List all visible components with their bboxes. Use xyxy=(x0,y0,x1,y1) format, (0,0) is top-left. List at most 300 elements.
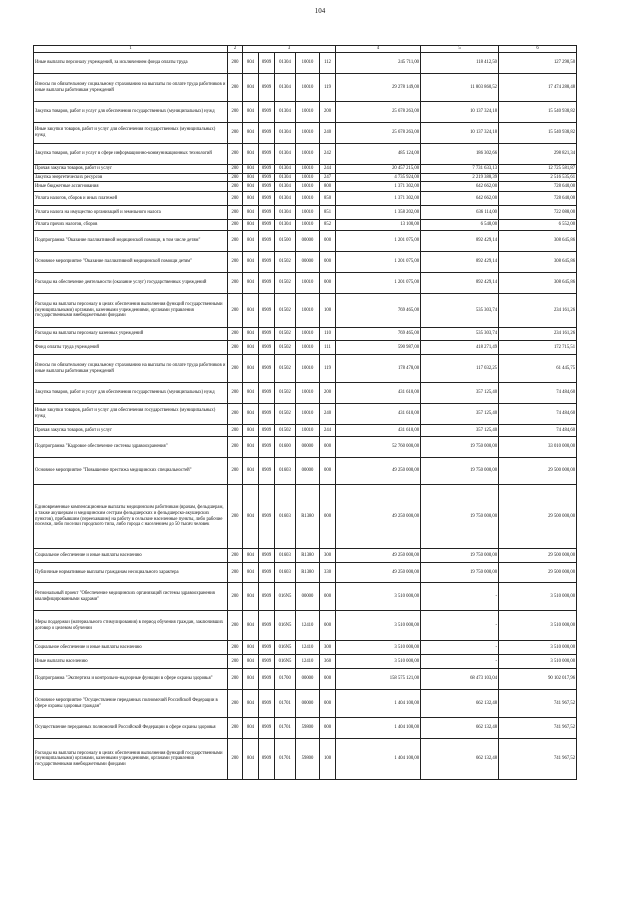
expense-type-code: 300 xyxy=(320,641,336,655)
expense-type-code: 247 xyxy=(320,174,336,182)
direction-code: 00000 xyxy=(296,231,320,252)
row-name: Основное мероприятие "Оказание паллиативной медицинской помощи детям" xyxy=(34,252,228,273)
row-name: Основное мероприятие "Повышение престижа медицинских специальностей" xyxy=(34,458,228,485)
amount-col-5: 357 125,40 xyxy=(421,425,499,437)
amount-col-5: 19 750 000,00 xyxy=(421,549,499,563)
program-code: 01304 xyxy=(275,206,296,220)
amount-col-6: 3 510 000,00 xyxy=(499,583,577,611)
admin-code: 200 xyxy=(228,231,243,252)
direction-code: 10010 xyxy=(296,53,320,74)
amount-col-4: 431 610,00 xyxy=(336,383,421,404)
direction-code: 10010 xyxy=(296,165,320,174)
amount-col-4: 20 457 215,00 xyxy=(336,165,421,174)
amount-col-4: 25 678 263,00 xyxy=(336,102,421,123)
admin-code: 200 xyxy=(228,206,243,220)
admin-code: 200 xyxy=(228,437,243,458)
section-code: 804 xyxy=(243,690,259,718)
subsection-code: 0909 xyxy=(259,123,275,144)
admin-code: 200 xyxy=(228,425,243,437)
table-row xyxy=(34,192,577,206)
section-code: 804 xyxy=(243,641,259,655)
expense-type-code: 000 xyxy=(320,718,336,739)
amount-col-4: 4 735 924,00 xyxy=(336,174,421,182)
subsection-code: 0909 xyxy=(259,74,275,102)
direction-code: 00000 xyxy=(296,690,320,718)
amount-col-5: 642 662,00 xyxy=(421,192,499,206)
program-code: 01502 xyxy=(275,328,296,341)
amount-col-4: 49 250 000,00 xyxy=(336,458,421,485)
table-row xyxy=(34,549,577,563)
subsection-code: 0909 xyxy=(259,206,275,220)
table-row xyxy=(34,165,577,174)
amount-col-6: 741 967,52 xyxy=(499,739,577,780)
subsection-code: 0909 xyxy=(259,641,275,655)
amount-col-4: 1 201 075,00 xyxy=(336,252,421,273)
section-code: 804 xyxy=(243,669,259,690)
row-name: Иные выплаты населению xyxy=(34,655,228,669)
table-row xyxy=(34,669,577,690)
amount-col-6: 29 500 000,00 xyxy=(499,549,577,563)
table-row xyxy=(34,690,577,718)
table-body xyxy=(34,53,577,780)
section-code: 804 xyxy=(243,53,259,74)
program-code: 01603 xyxy=(275,458,296,485)
amount-col-6: 308 645,86 xyxy=(499,252,577,273)
amount-col-4: 158 575 121,00 xyxy=(336,669,421,690)
admin-code: 200 xyxy=(228,144,243,165)
direction-code: R1380 xyxy=(296,563,320,583)
amount-col-5: 117 032,25 xyxy=(421,355,499,383)
section-code: 804 xyxy=(243,206,259,220)
admin-code: 200 xyxy=(228,690,243,718)
table-row xyxy=(34,273,577,294)
table-row xyxy=(34,458,577,485)
row-name: Расходы на выплаты персоналу в целях обеспечения выполнения функций государственными (муниципальными) органами, казенными учреждениями, органами управления государственными внебюджетными фондами xyxy=(34,294,228,328)
program-code: 01304 xyxy=(275,123,296,144)
admin-code: 200 xyxy=(228,273,243,294)
section-code: 804 xyxy=(243,182,259,192)
direction-code: 10010 xyxy=(296,425,320,437)
program-code: 01304 xyxy=(275,182,296,192)
row-name: Подпрограмма "Оказание паллиативной медицинской помощи, в том числе детям" xyxy=(34,231,228,252)
amount-col-5: 357 125,40 xyxy=(421,383,499,404)
amount-col-6: 3 510 000,00 xyxy=(499,641,577,655)
row-name: Закупка товаров, работ и услуг для обеспечения государственных (муниципальных) нужд xyxy=(34,102,228,123)
direction-code: 10010 xyxy=(296,174,320,182)
program-code: 01700 xyxy=(275,669,296,690)
subsection-code: 0909 xyxy=(259,718,275,739)
subsection-code: 0909 xyxy=(259,425,275,437)
table-row xyxy=(34,718,577,739)
amount-col-5: 662 132,48 xyxy=(421,718,499,739)
expense-type-code: 119 xyxy=(320,355,336,383)
amount-col-4: 178 478,00 xyxy=(336,355,421,383)
subsection-code: 0909 xyxy=(259,231,275,252)
admin-code: 200 xyxy=(228,718,243,739)
column-number-2: 2 xyxy=(228,46,243,53)
admin-code: 200 xyxy=(228,192,243,206)
expense-type-code: 240 xyxy=(320,123,336,144)
amount-col-5: 642 662,00 xyxy=(421,182,499,192)
subsection-code: 0909 xyxy=(259,563,275,583)
section-code: 804 xyxy=(243,294,259,328)
subsection-code: 0909 xyxy=(259,341,275,355)
subsection-code: 0909 xyxy=(259,437,275,458)
amount-col-6: 2 516 535,61 xyxy=(499,174,577,182)
program-code: 01304 xyxy=(275,192,296,206)
expense-type-code: 000 xyxy=(320,485,336,549)
table-row xyxy=(34,583,577,611)
program-code: 01304 xyxy=(275,174,296,182)
budget-table xyxy=(33,45,577,780)
amount-col-4: 245 711,00 xyxy=(336,53,421,74)
amount-col-6: 722 088,00 xyxy=(499,206,577,220)
amount-col-5: 892 429,14 xyxy=(421,273,499,294)
amount-col-6: 172 715,51 xyxy=(499,341,577,355)
subsection-code: 0909 xyxy=(259,182,275,192)
section-code: 804 xyxy=(243,485,259,549)
amount-col-6: 12 725 581,87 xyxy=(499,165,577,174)
admin-code: 200 xyxy=(228,611,243,641)
section-code: 804 xyxy=(243,425,259,437)
amount-col-5: 68 473 103,04 xyxy=(421,669,499,690)
direction-code: 00000 xyxy=(296,583,320,611)
table-row xyxy=(34,485,577,549)
subsection-code: 0909 xyxy=(259,192,275,206)
amount-col-4: 1 358 202,00 xyxy=(336,206,421,220)
direction-code: R1380 xyxy=(296,549,320,563)
section-code: 804 xyxy=(243,165,259,174)
subsection-code: 0909 xyxy=(259,549,275,563)
subsection-code: 0909 xyxy=(259,383,275,404)
section-code: 804 xyxy=(243,458,259,485)
direction-code: 12410 xyxy=(296,655,320,669)
subsection-code: 0909 xyxy=(259,739,275,780)
column-number-1: 1 xyxy=(34,46,228,53)
table-row xyxy=(34,182,577,192)
amount-col-4: 13 100,00 xyxy=(336,220,421,231)
amount-col-6: 74 484,60 xyxy=(499,404,577,425)
expense-type-code: 852 xyxy=(320,220,336,231)
amount-col-5: 892 429,14 xyxy=(421,252,499,273)
amount-col-5: 418 271,49 xyxy=(421,341,499,355)
amount-col-4: 1 404 100,00 xyxy=(336,739,421,780)
subsection-code: 0909 xyxy=(259,294,275,328)
expense-type-code: 851 xyxy=(320,206,336,220)
subsection-code: 0909 xyxy=(259,611,275,641)
row-name: Публичные нормативные выплаты гражданам несоциального характера xyxy=(34,563,228,583)
section-code: 804 xyxy=(243,611,259,641)
expense-type-code: 000 xyxy=(320,458,336,485)
row-name: Закупка энергетических ресурсов xyxy=(34,174,228,182)
direction-code: 10010 xyxy=(296,328,320,341)
subsection-code: 0909 xyxy=(259,102,275,123)
row-name: Региональный проект "Обеспечение медицинских организаций системы здравоохранения квалифицированными кадрами" xyxy=(34,583,228,611)
subsection-code: 0909 xyxy=(259,165,275,174)
amount-col-4: 485 124,00 xyxy=(336,144,421,165)
expense-type-code: 330 xyxy=(320,563,336,583)
expense-type-code: 240 xyxy=(320,404,336,425)
program-code: 01304 xyxy=(275,74,296,102)
expense-type-code: 000 xyxy=(320,252,336,273)
section-code: 804 xyxy=(243,655,259,669)
admin-code: 200 xyxy=(228,182,243,192)
expense-type-code: 000 xyxy=(320,611,336,641)
row-name: Фонд оплаты труда учреждений xyxy=(34,341,228,355)
subsection-code: 0909 xyxy=(259,252,275,273)
amount-col-4: 590 987,00 xyxy=(336,341,421,355)
admin-code: 200 xyxy=(228,583,243,611)
row-name: Прочая закупка товаров, работ и услуг xyxy=(34,165,228,174)
amount-col-6: 15 540 938,82 xyxy=(499,102,577,123)
admin-code: 200 xyxy=(228,485,243,549)
amount-col-5: 535 303,74 xyxy=(421,328,499,341)
row-name: Уплата прочих налогов, сборов xyxy=(34,220,228,231)
program-code: 01701 xyxy=(275,739,296,780)
amount-col-6: 61 445,75 xyxy=(499,355,577,383)
direction-code: 00000 xyxy=(296,437,320,458)
amount-col-4: 769 465,00 xyxy=(336,294,421,328)
amount-col-5: 2 219 388,39 xyxy=(421,174,499,182)
admin-code: 200 xyxy=(228,102,243,123)
table-row xyxy=(34,341,577,355)
program-code: 01304 xyxy=(275,102,296,123)
expense-type-code: 000 xyxy=(320,437,336,458)
amount-col-5: 662 132,48 xyxy=(421,739,499,780)
admin-code: 200 xyxy=(228,404,243,425)
section-code: 804 xyxy=(243,383,259,404)
amount-col-4: 3 510 000,00 xyxy=(336,655,421,669)
admin-code: 200 xyxy=(228,220,243,231)
direction-code: 10010 xyxy=(296,294,320,328)
admin-code: 200 xyxy=(228,123,243,144)
amount-col-4: 769 465,00 xyxy=(336,328,421,341)
subsection-code: 0909 xyxy=(259,220,275,231)
direction-code: 59800 xyxy=(296,739,320,780)
table-row xyxy=(34,294,577,328)
amount-col-5: 6 548,00 xyxy=(421,220,499,231)
column-number-5: 5 xyxy=(421,46,499,53)
expense-type-code: 111 xyxy=(320,341,336,355)
expense-type-code: 000 xyxy=(320,690,336,718)
amount-col-5: - xyxy=(421,655,499,669)
row-name: Подпрограмма "Кадровое обеспечение системы здравоохранения" xyxy=(34,437,228,458)
table-row xyxy=(34,74,577,102)
table-row xyxy=(34,220,577,231)
amount-col-4: 49 250 000,00 xyxy=(336,485,421,549)
section-code: 804 xyxy=(243,220,259,231)
subsection-code: 0909 xyxy=(259,458,275,485)
subsection-code: 0909 xyxy=(259,690,275,718)
amount-col-4: 1 371 302,00 xyxy=(336,192,421,206)
row-name: Расходы на обеспечение деятельности (оказание услуг) государственных учреждений xyxy=(34,273,228,294)
program-code: 01502 xyxy=(275,252,296,273)
row-name: Расходы на выплаты персоналу в целях обеспечения выполнения функций государственными (муниципальными) органами, казенными учреждениями, органами управления государственными внебюджетными фондами xyxy=(34,739,228,780)
direction-code: 12410 xyxy=(296,611,320,641)
expense-type-code: 110 xyxy=(320,328,336,341)
program-code: 01502 xyxy=(275,273,296,294)
row-name: Иные бюджетные ассигнования xyxy=(34,182,228,192)
amount-col-4: 1 201 075,00 xyxy=(336,231,421,252)
column-number-3: 3 xyxy=(243,46,336,53)
direction-code: 10010 xyxy=(296,355,320,383)
section-code: 804 xyxy=(243,437,259,458)
expense-type-code: 000 xyxy=(320,583,336,611)
table-row xyxy=(34,641,577,655)
subsection-code: 0909 xyxy=(259,404,275,425)
amount-col-6: 33 010 000,00 xyxy=(499,437,577,458)
amount-col-6: 308 645,86 xyxy=(499,273,577,294)
amount-col-6: 90 102 017,96 xyxy=(499,669,577,690)
amount-col-5: 19 750 000,00 xyxy=(421,563,499,583)
expense-type-code: 244 xyxy=(320,165,336,174)
expense-type-code: 100 xyxy=(320,739,336,780)
admin-code: 200 xyxy=(228,641,243,655)
amount-col-4: 431 610,00 xyxy=(336,425,421,437)
direction-code: 10010 xyxy=(296,404,320,425)
program-code: 01502 xyxy=(275,383,296,404)
row-name: Меры поддержки (материального стимулирования) в период обучения граждан, заключивших договор о целевом обучении xyxy=(34,611,228,641)
table-row xyxy=(34,174,577,182)
column-number-6: 6 xyxy=(499,46,577,53)
expense-type-code: 000 xyxy=(320,273,336,294)
subsection-code: 0909 xyxy=(259,669,275,690)
amount-col-5: - xyxy=(421,611,499,641)
section-code: 804 xyxy=(243,231,259,252)
section-code: 804 xyxy=(243,549,259,563)
table-row xyxy=(34,53,577,74)
direction-code: 00000 xyxy=(296,458,320,485)
direction-code: 10010 xyxy=(296,123,320,144)
admin-code: 200 xyxy=(228,252,243,273)
amount-col-5: 19 750 000,00 xyxy=(421,458,499,485)
direction-code: R1380 xyxy=(296,485,320,549)
amount-col-5: - xyxy=(421,641,499,655)
row-name: Уплата налога на имущество организаций и земельного налога xyxy=(34,206,228,220)
expense-type-code: 100 xyxy=(320,294,336,328)
amount-col-5: 535 303,74 xyxy=(421,294,499,328)
amount-col-5: 19 750 000,00 xyxy=(421,437,499,458)
table-row xyxy=(34,437,577,458)
amount-col-6: 29 500 000,00 xyxy=(499,485,577,549)
row-name: Расходы на выплаты персоналу казенных учреждений xyxy=(34,328,228,341)
section-code: 804 xyxy=(243,174,259,182)
direction-code: 59800 xyxy=(296,718,320,739)
subsection-code: 0909 xyxy=(259,53,275,74)
direction-code: 00000 xyxy=(296,669,320,690)
subsection-code: 0909 xyxy=(259,174,275,182)
section-code: 804 xyxy=(243,341,259,355)
amount-col-6: 741 967,52 xyxy=(499,690,577,718)
amount-col-6: 74 484,60 xyxy=(499,383,577,404)
amount-col-6: 29 500 000,00 xyxy=(499,458,577,485)
amount-col-5: 19 750 000,00 xyxy=(421,485,499,549)
amount-col-4: 25 678 263,00 xyxy=(336,123,421,144)
amount-col-5: 10 137 324,18 xyxy=(421,102,499,123)
amount-col-4: 1 371 302,00 xyxy=(336,182,421,192)
row-name: Закупка товаров, работ и услуг для обеспечения государственных (муниципальных) нужд xyxy=(34,383,228,404)
amount-col-5: 118 412,50 xyxy=(421,53,499,74)
amount-col-6: 234 161,26 xyxy=(499,328,577,341)
admin-code: 200 xyxy=(228,341,243,355)
section-code: 804 xyxy=(243,739,259,780)
amount-col-6: 29 500 000,00 xyxy=(499,563,577,583)
table-row xyxy=(34,102,577,123)
admin-code: 200 xyxy=(228,563,243,583)
admin-code: 200 xyxy=(228,739,243,780)
program-code: 016N5 xyxy=(275,611,296,641)
amount-col-6: 3 510 000,00 xyxy=(499,655,577,669)
row-name: Прочая закупка товаров, работ и услуг xyxy=(34,425,228,437)
amount-col-4: 3 510 000,00 xyxy=(336,583,421,611)
amount-col-5: 636 114,00 xyxy=(421,206,499,220)
amount-col-6: 234 161,26 xyxy=(499,294,577,328)
amount-col-5: - xyxy=(421,583,499,611)
direction-code: 10010 xyxy=(296,192,320,206)
admin-code: 200 xyxy=(228,74,243,102)
admin-code: 200 xyxy=(228,328,243,341)
row-name: Осуществление переданных полномочий Российской Федерации в сфере охраны здоровья xyxy=(34,718,228,739)
program-code: 01304 xyxy=(275,53,296,74)
table-row xyxy=(34,611,577,641)
admin-code: 200 xyxy=(228,669,243,690)
table-row xyxy=(34,563,577,583)
program-code: 01603 xyxy=(275,563,296,583)
admin-code: 200 xyxy=(228,53,243,74)
amount-col-4: 1 404 100,00 xyxy=(336,718,421,739)
expense-type-code: 800 xyxy=(320,182,336,192)
section-code: 804 xyxy=(243,74,259,102)
program-code: 01502 xyxy=(275,425,296,437)
program-code: 016N5 xyxy=(275,655,296,669)
row-name: Иные выплаты персоналу учреждений, за исключением фонда оплаты труда xyxy=(34,53,228,74)
table-row xyxy=(34,328,577,341)
direction-code: 10010 xyxy=(296,206,320,220)
section-code: 804 xyxy=(243,144,259,165)
subsection-code: 0909 xyxy=(259,328,275,341)
expense-type-code: 000 xyxy=(320,669,336,690)
amount-col-6: 15 540 938,82 xyxy=(499,123,577,144)
row-name: Подпрограмма "Экспертиза и контрольно-надзорные функции в сфере охраны здоровья" xyxy=(34,669,228,690)
section-code: 804 xyxy=(243,718,259,739)
direction-code: 10010 xyxy=(296,383,320,404)
amount-col-4: 431 610,00 xyxy=(336,404,421,425)
row-name: Иные закупки товаров, работ и услуг для обеспечения государственных (муниципальных) нужд xyxy=(34,123,228,144)
amount-col-6: 17 474 288,48 xyxy=(499,74,577,102)
row-name: Взносы по обязательному социальному страхованию на выплаты по оплате труда работников и иные выплаты работникам учреждений xyxy=(34,74,228,102)
amount-col-6: 728 640,00 xyxy=(499,182,577,192)
program-code: 01701 xyxy=(275,690,296,718)
amount-col-5: 662 132,48 xyxy=(421,690,499,718)
section-code: 804 xyxy=(243,123,259,144)
amount-col-4: 1 404 100,00 xyxy=(336,690,421,718)
subsection-code: 0909 xyxy=(259,273,275,294)
section-code: 804 xyxy=(243,583,259,611)
section-code: 804 xyxy=(243,252,259,273)
expense-type-code: 200 xyxy=(320,102,336,123)
section-code: 804 xyxy=(243,328,259,341)
table-row xyxy=(34,655,577,669)
amount-col-4: 52 760 000,00 xyxy=(336,437,421,458)
row-name: Единовременные компенсационные выплаты медицинским работникам (врачам, фельдшерам, а также акушеркам и медицинским сестрам фельдшерских и фельдшерско-акушерских пунктов), прибывшим (переехавшим) на работу в сельские населенные пункты, либо рабочие поселки, либо поселки городского типа, либо города с населением до 50 тысяч человек xyxy=(34,485,228,549)
amount-col-5: 11 803 860,52 xyxy=(421,74,499,102)
direction-code: 10010 xyxy=(296,182,320,192)
program-code: 01502 xyxy=(275,404,296,425)
amount-col-4: 49 250 000,00 xyxy=(336,563,421,583)
expense-type-code: 360 xyxy=(320,655,336,669)
row-name: Социальное обеспечение и иные выплаты населению xyxy=(34,641,228,655)
amount-col-5: 357 125,40 xyxy=(421,404,499,425)
